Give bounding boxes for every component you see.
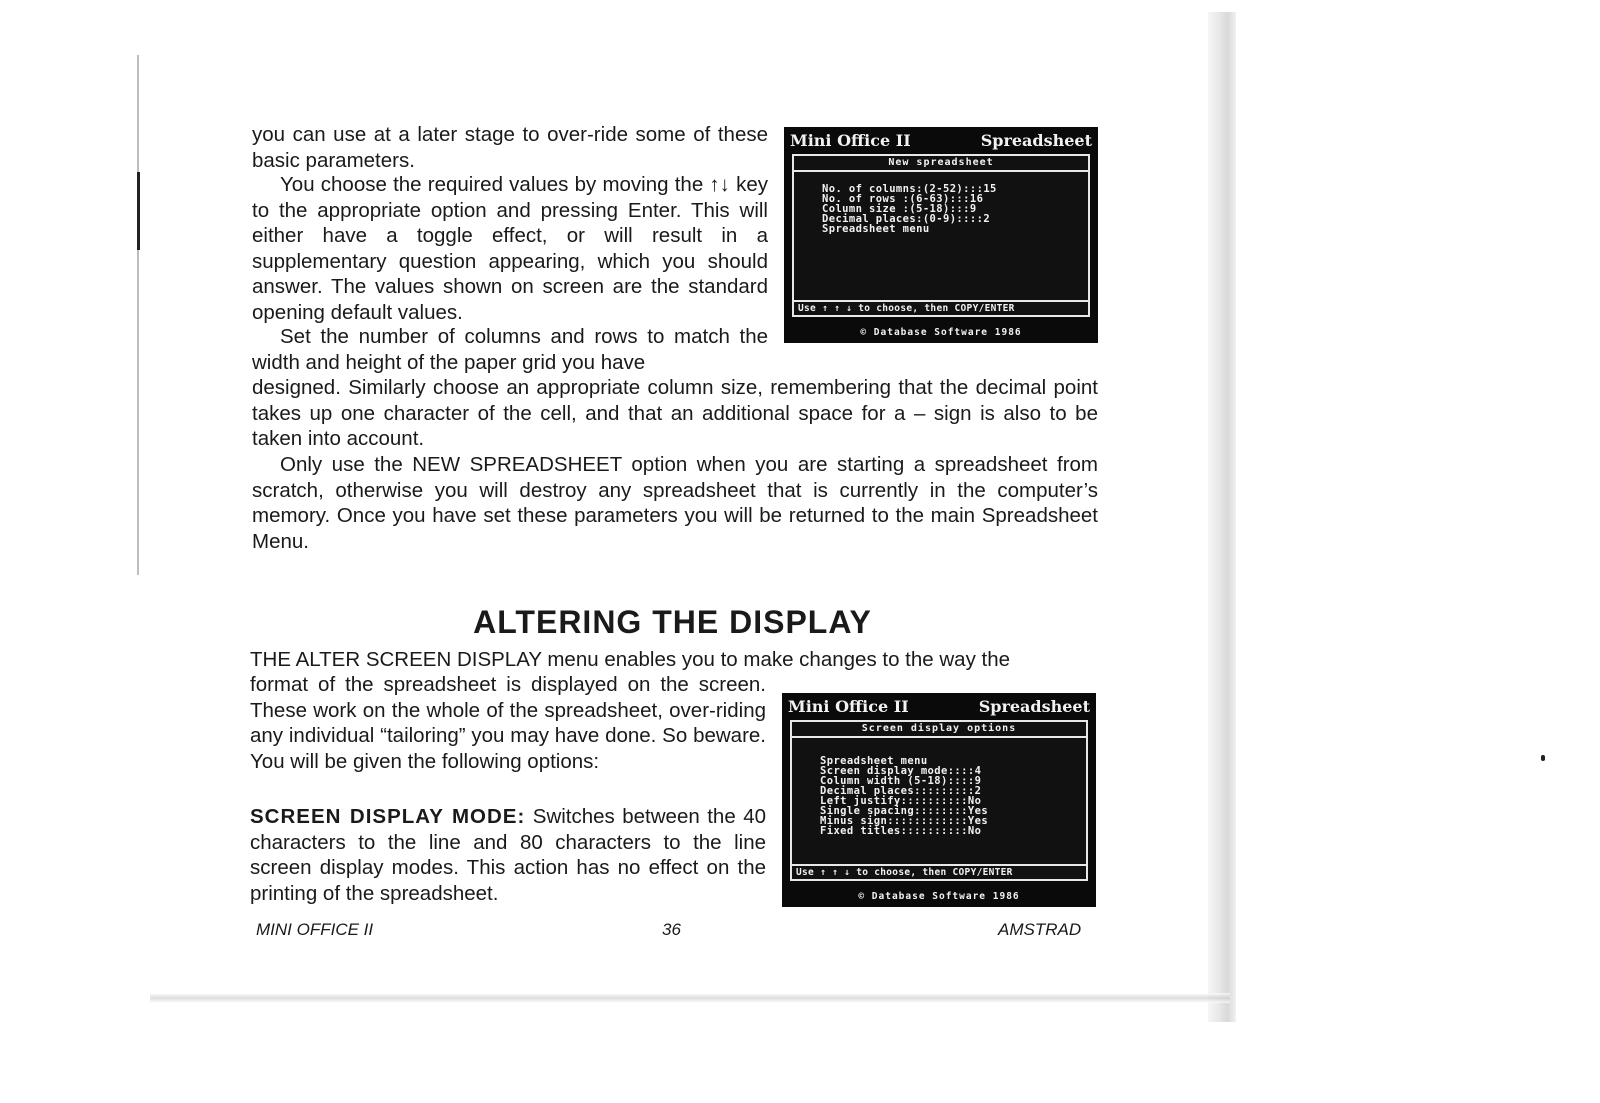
section-heading: ALTERING THE DISPLAY	[473, 604, 872, 640]
page-bottom-edge	[150, 993, 1230, 1003]
screen-menu-title: New spreadsheet	[794, 156, 1088, 172]
paragraph-intro	[252, 122, 768, 173]
screen-menu-option: Column width (5-18)::::9	[820, 775, 982, 787]
paragraph-alter-display-cont-text: format of the spreadsheet is displayed on the screen. These work on the whole of the spreadsheet, over-riding any individual “tailoring” you may have done. So beware. You will be given the following options:	[250, 673, 766, 773]
paragraph-set-columns	[252, 324, 768, 375]
screen-title-bar	[788, 130, 1094, 152]
paragraph-choose-values-text: You choose the required values by moving the ↑↓ key to the appropriate option and pressing Enter. This will either have a toggle effect, or will result in a supplementary question appearing, which you should answer. The values shown on screen are the standard opening default values.	[252, 173, 768, 324]
scan-margin-mark	[137, 172, 140, 250]
option-term: SCREEN DISPLAY MODE:	[250, 805, 526, 828]
option-description: Switches between the 40 characters to the line and 80 characters to the line screen display modes. This action has no effect on the printing of the spreadsheet.	[250, 805, 766, 905]
footer-product: MINI OFFICE II	[256, 920, 374, 939]
screen-menu-options	[822, 184, 997, 234]
screen-menu-option: Spreadsheet menu	[822, 223, 930, 235]
screen-menu-option: Column size :(5-18):::9	[822, 203, 977, 215]
option-screen-display-mode	[250, 804, 766, 906]
page-gutter-shadow	[1208, 12, 1236, 1022]
screen-copyright: © Database Software 1986	[858, 891, 1020, 902]
screen-module-name: Spreadsheet	[980, 131, 1092, 150]
screen-menu-option: Decimal places:::::::::2	[820, 785, 982, 797]
screen-menu-option: No. of rows :(6-63):::16	[822, 193, 984, 205]
screen-menu-option: Decimal places:(0-9)::::2	[822, 213, 991, 225]
screen-menu-options	[820, 756, 988, 836]
screen-menu-option: Single spacing::::::::Yes	[820, 805, 989, 817]
screen-menu-option: Left justify::::::::::No	[820, 795, 982, 807]
paragraph-set-columns-cont	[252, 375, 1098, 452]
screen-status-line: Use ↑ ↑ ↓ to choose, then COPY/ENTER	[794, 300, 1088, 315]
screen-menu-option: Fixed titles::::::::::No	[820, 825, 982, 837]
screen-menu-option: Screen display mode::::4	[820, 765, 982, 777]
scan-speck	[1541, 755, 1545, 761]
screen-copyright: © Database Software 1986	[860, 327, 1022, 338]
screen-menu-option: Minus sign::::::::::::Yes	[820, 815, 989, 827]
footer-platform: AMSTRAD	[998, 920, 1082, 939]
screenshot-screen-display-options	[782, 693, 1096, 907]
screenshot-new-spreadsheet	[784, 127, 1098, 343]
screen-module-name: Spreadsheet	[978, 697, 1090, 716]
paragraph-alter-display	[250, 647, 1096, 673]
paragraph-set-columns-text: Set the number of columns and rows to match the width and height of the paper grid you have	[252, 325, 768, 374]
scan-margin-line	[137, 55, 139, 575]
screen-menu-option: No. of columns:(2-52):::15	[822, 183, 997, 195]
screen-menu-frame	[790, 720, 1088, 881]
screen-app-name: Mini Office II	[790, 131, 911, 150]
screen-menu-option: Spreadsheet menu	[820, 755, 928, 767]
screen-status-line: Use ↑ ↑ ↓ to choose, then COPY/ENTER	[792, 864, 1086, 879]
paragraph-new-spreadsheet	[252, 452, 1098, 554]
paragraph-new-spreadsheet-text: Only use the NEW SPREADSHEET option when you are starting a spreadsheet from scratch, otherwise you will destroy any spreadsheet that is currently in the computer’s memory. Once you have set these parameters you will be returned to the main Spreadsheet Menu.	[252, 453, 1098, 553]
paragraph-alter-display-cont	[250, 672, 766, 774]
paragraph-alter-display-text: THE ALTER SCREEN DISPLAY menu enables you to make changes to the way the	[250, 648, 1011, 671]
screen-menu-title: Screen display options	[792, 722, 1086, 738]
screen-app-name: Mini Office II	[788, 697, 909, 716]
screen-title-bar	[786, 696, 1092, 718]
screen-menu-frame	[792, 154, 1090, 317]
paragraph-intro-text: you can use at a later stage to over-ride some of these basic parameters.	[252, 123, 768, 172]
paragraph-choose-values	[252, 172, 768, 325]
page-number: 36	[662, 920, 681, 939]
paragraph-set-columns-cont-text: designed. Similarly choose an appropriate column size, remembering that the decimal point takes up one character of the cell, and that an additional space for a – sign is also to be taken into account.	[252, 376, 1098, 450]
